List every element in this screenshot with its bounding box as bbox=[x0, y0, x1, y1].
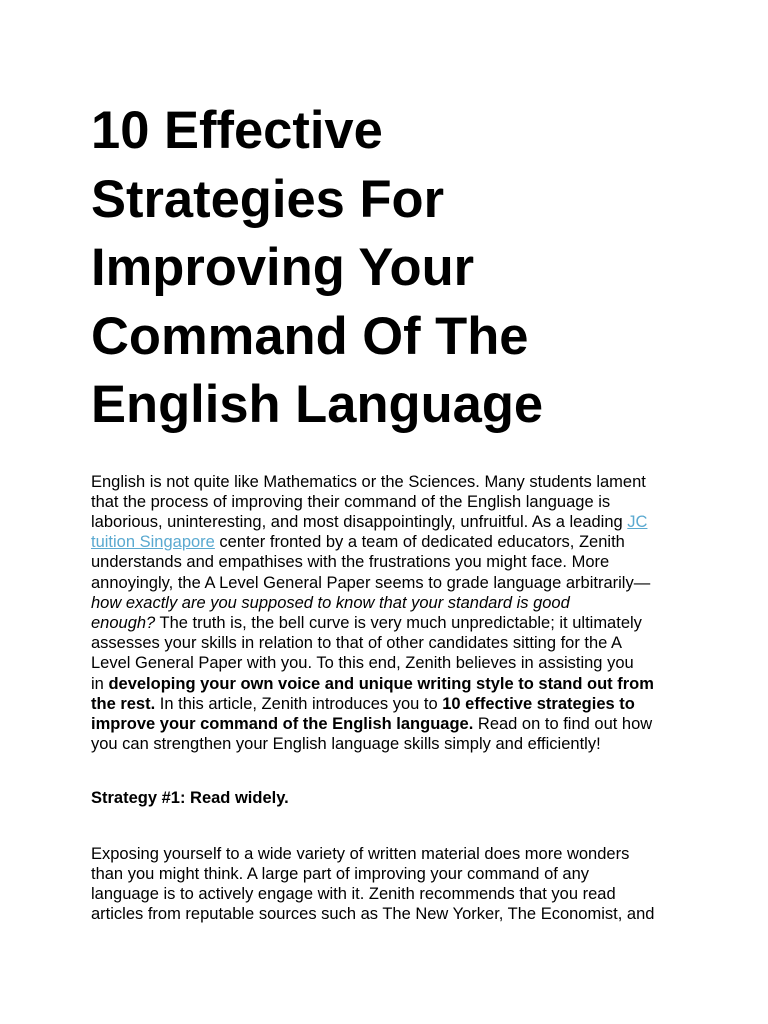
text-span: The truth is, the bell curve is very much unpredictable; it ultimately bbox=[155, 613, 642, 632]
intro-paragraph bbox=[91, 472, 681, 755]
text-span: Read on to find out how bbox=[473, 714, 653, 733]
italic-question-end: enough? bbox=[91, 613, 156, 632]
text-line: Exposing yourself to a wide variety of written material does more wonders bbox=[91, 844, 630, 863]
text-line bbox=[91, 694, 681, 714]
strategy-heading: Strategy #1: Read widely. bbox=[91, 789, 289, 808]
jc-tuition-link[interactable]: JC bbox=[627, 512, 648, 531]
text-span: In this article, Zenith introduces you to bbox=[155, 694, 443, 713]
title-line: Strategies For bbox=[91, 169, 445, 229]
title-line: Command Of The bbox=[91, 306, 529, 366]
bold-emphasis: 10 effective strategies to bbox=[442, 694, 635, 713]
text-line: that the process of improving their command of the English language is bbox=[91, 492, 611, 511]
text-line bbox=[91, 512, 681, 532]
title-line: English Language bbox=[91, 375, 544, 434]
text-line: assesses your skills in relation to that of other candidates sitting for the A bbox=[91, 634, 623, 653]
text-line bbox=[91, 593, 681, 613]
bold-emphasis: improve your command of the English language. bbox=[91, 714, 474, 733]
text-line: Level General Paper with you. To this end, Zenith believes in assisting you bbox=[91, 654, 634, 673]
italic-question: how exactly are you supposed to know that your standard is good bbox=[91, 593, 570, 612]
text-line bbox=[91, 674, 681, 694]
text-line: language is to actively engage with it. Zenith recommends that you read bbox=[91, 884, 616, 903]
title-line: 10 Effective bbox=[91, 101, 383, 160]
text-span: laborious, uninteresting, and most disappointingly, unfruitful. As a leading bbox=[91, 512, 628, 531]
text-line: articles from reputable sources such as The New Yorker, The Economist, and bbox=[91, 905, 655, 924]
text-line: than you might think. A large part of improving your command of any bbox=[91, 864, 590, 883]
title-line: Improving Your bbox=[91, 238, 475, 297]
text-line bbox=[91, 532, 681, 552]
text-line bbox=[91, 714, 681, 734]
jc-tuition-link-continued[interactable]: tuition Singapore bbox=[91, 533, 215, 552]
bold-emphasis: developing your own voice and unique writing style to stand out from bbox=[108, 674, 654, 693]
bold-emphasis: the rest. bbox=[91, 694, 156, 713]
strategy-paragraph bbox=[91, 844, 681, 925]
article bbox=[91, 0, 681, 924]
text-line: English is not quite like Mathematics or the Sciences. Many students lament bbox=[91, 472, 646, 491]
text-line: annoyingly, the A Level General Paper seems to grade language arbitrarily— bbox=[91, 573, 651, 592]
text-span: center fronted by a team of dedicated educators, Zenith bbox=[214, 533, 625, 552]
text-line bbox=[91, 613, 681, 633]
article-title bbox=[91, 0, 681, 440]
text-line: understands and empathises with the frustrations you might face. More bbox=[91, 553, 610, 572]
text-line: you can strengthen your English language skills simply and efficiently! bbox=[91, 735, 601, 754]
text-span: in bbox=[91, 674, 109, 693]
